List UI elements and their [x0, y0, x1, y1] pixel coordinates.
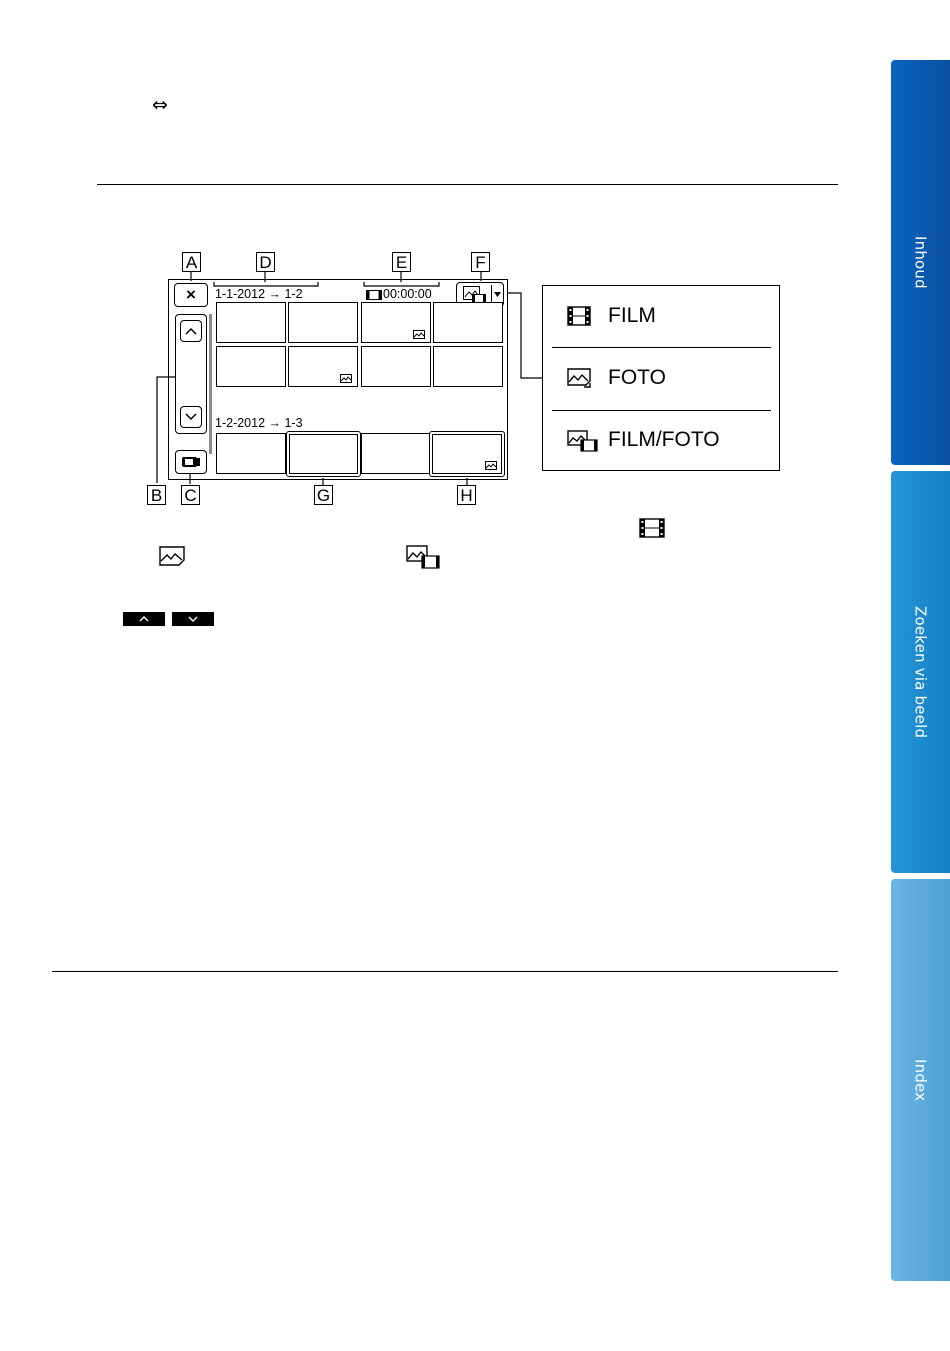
close-button[interactable] [174, 283, 208, 307]
tab-index-label: Index [911, 1058, 930, 1102]
thumbnail-selected-photo[interactable] [429, 431, 505, 477]
callout-d: D [256, 252, 275, 272]
film-photo-icon [406, 545, 440, 569]
thumbnail[interactable] [288, 346, 358, 387]
video-camera-icon [182, 456, 200, 468]
double-arrow-icon: ⇔ [152, 94, 168, 116]
date-range-bottom: 1-2-2012 → 1-3 [215, 416, 303, 430]
view-mode-legend [542, 285, 780, 471]
camera-mode-button[interactable] [175, 450, 207, 474]
photo-icon [485, 461, 497, 470]
scroll-up-button[interactable] [180, 320, 202, 342]
thumbnail[interactable] [216, 302, 286, 343]
legend-item-film-photo [543, 410, 779, 472]
legend-label-film: FILM [608, 304, 656, 327]
film-icon [366, 290, 382, 300]
dropdown-arrow-icon [494, 292, 502, 298]
callout-e: E [392, 252, 411, 272]
scroll-down-button[interactable] [180, 406, 202, 428]
callout-g: G [314, 485, 333, 505]
film-icon [567, 306, 591, 326]
inline-scroll-down-button [172, 612, 214, 626]
film-icon [639, 518, 665, 538]
thumbnail[interactable] [361, 433, 431, 474]
legend-label-photo: FOTO [608, 366, 666, 389]
thumbnail[interactable] [361, 346, 431, 387]
thumbnail[interactable] [216, 346, 286, 387]
callout-c: C [181, 485, 200, 505]
scrollbar-track[interactable] [209, 314, 212, 454]
chevron-up-icon [185, 327, 197, 335]
chevron-up-icon [139, 616, 149, 622]
legend-item-photo [543, 348, 779, 410]
thumbnail[interactable] [361, 302, 431, 343]
legend-label-film-photo: FILM/FOTO [608, 428, 720, 451]
thumbnail[interactable] [433, 302, 503, 343]
callout-f: F [471, 252, 490, 272]
chevron-down-icon [185, 413, 197, 421]
thumbnail[interactable] [216, 433, 286, 474]
counter-text: 00:00:00 [383, 287, 432, 301]
photo-icon [340, 374, 352, 383]
thumbnail-selected[interactable] [286, 431, 361, 477]
close-icon: × [186, 285, 196, 304]
photo-icon [159, 546, 187, 568]
film-photo-icon [567, 430, 599, 452]
tab-zoeken-label: Zoeken via beeld [911, 605, 930, 739]
photo-icon [413, 330, 425, 339]
thumbnail[interactable] [288, 302, 358, 343]
thumbnail[interactable] [433, 346, 503, 387]
inline-scroll-up-button [123, 612, 165, 626]
chevron-down-icon [188, 616, 198, 622]
legend-item-film [543, 286, 779, 348]
callout-h: H [457, 485, 476, 505]
callout-a: A [182, 252, 201, 272]
photo-icon [567, 368, 593, 388]
date-range-top: 1-1-2012 → 1-2 [215, 287, 303, 301]
tab-inhoud-label: Inhoud [911, 236, 930, 289]
callout-b: B [147, 485, 166, 505]
